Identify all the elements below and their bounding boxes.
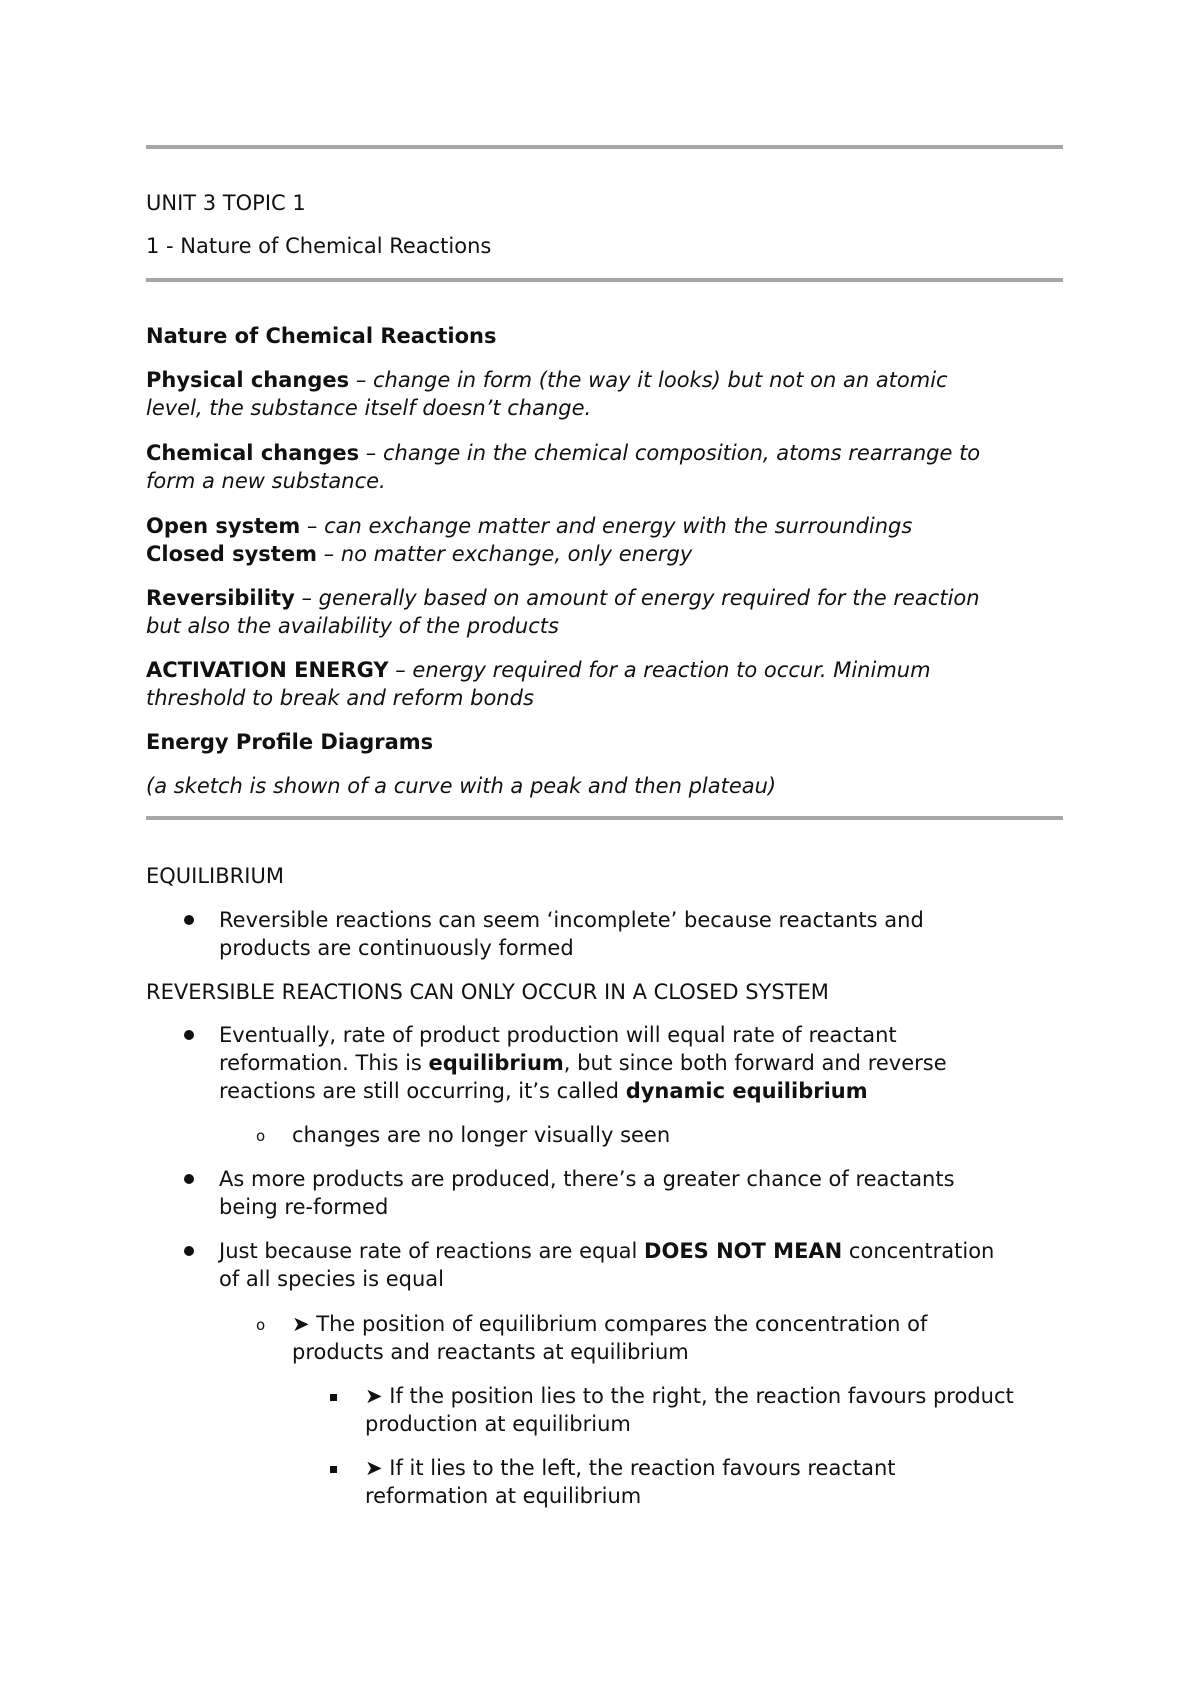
- section-heading: Nature of Chemical Reactions: [146, 324, 497, 348]
- subsection-heading: REVERSIBLE REACTIONS CAN ONLY OCCUR IN A CLOSED SYSTEM: [146, 980, 829, 1004]
- emphasis: equilibrium: [428, 1051, 564, 1075]
- definition-text: – generally based on amount of energy required for the reaction: [294, 586, 980, 610]
- bullet-icon: [184, 1246, 194, 1256]
- term: Physical changes: [146, 368, 350, 392]
- topic-title: 1 - Nature of Chemical Reactions: [146, 234, 492, 258]
- horizontal-rule: [146, 816, 1063, 820]
- unit-label: UNIT 3 TOPIC 1: [146, 191, 306, 215]
- list-item: products are continuously formed: [219, 936, 574, 960]
- term: Reversibility: [146, 586, 295, 610]
- definition-text: level, the substance itself doesn’t change.: [146, 396, 592, 420]
- term: Open system: [146, 514, 301, 538]
- term: ACTIVATION ENERGY: [146, 658, 389, 682]
- definition-open-system: [146, 512, 912, 540]
- term: Closed system: [146, 542, 317, 566]
- definition-text: form a new substance.: [146, 469, 386, 493]
- definition-text: – change in the chemical composition, atoms rearrange to: [359, 441, 981, 465]
- sub-bullet-icon: o: [256, 1316, 266, 1334]
- definition-closed-system: [146, 540, 692, 568]
- list-item: [219, 1077, 868, 1105]
- sub-sub-list-item: ➤ If the position lies to the right, the reaction favours product: [365, 1384, 1014, 1408]
- definition-text: but also the availability of the products: [146, 614, 559, 638]
- sub-sub-list-item: reformation at equilibrium: [365, 1484, 642, 1508]
- definition-text: – no matter exchange, only energy: [316, 542, 693, 566]
- text: reactions are still occurring, it’s called: [219, 1079, 626, 1103]
- sketch-note: (a sketch is shown of a curve with a peak and then plateau): [146, 774, 777, 798]
- definition-text: threshold to break and reform bonds: [146, 686, 534, 710]
- sub-bullet-icon: o: [256, 1127, 266, 1145]
- sub-sub-list-item: ➤ If it lies to the left, the reaction favours reactant: [365, 1456, 896, 1480]
- list-item: of all species is equal: [219, 1267, 444, 1291]
- bullet-icon: [184, 1174, 194, 1184]
- list-item: [219, 1049, 947, 1077]
- bullet-icon: [184, 1030, 194, 1040]
- text: , but since both forward and reverse: [563, 1051, 947, 1075]
- list-item: [219, 1237, 994, 1265]
- sub-list-item: ➤ The position of equilibrium compares the concentration of: [292, 1312, 928, 1336]
- horizontal-rule: [146, 278, 1063, 282]
- definition-reversibility: [146, 584, 980, 612]
- emphasis: DOES NOT MEAN: [644, 1239, 843, 1263]
- sub-sub-list-item: production at equilibrium: [365, 1412, 631, 1436]
- sub-list-item: products and reactants at equilibrium: [292, 1340, 689, 1364]
- square-bullet-icon: [330, 1466, 337, 1473]
- definition-activation-energy: [146, 656, 931, 684]
- section-heading: EQUILIBRIUM: [146, 864, 284, 888]
- term: Chemical changes: [146, 441, 360, 465]
- bullet-icon: [184, 915, 194, 925]
- definition-physical-changes: [146, 366, 948, 394]
- text: concentration: [842, 1239, 995, 1263]
- list-item: As more products are produced, there’s a greater chance of reactants: [219, 1167, 955, 1191]
- list-item: Eventually, rate of product production will equal rate of reactant: [219, 1023, 897, 1047]
- text: Just because rate of reactions are equal: [219, 1239, 645, 1263]
- definition-text: – can exchange matter and energy with the surroundings: [300, 514, 913, 538]
- definition-chemical-changes: [146, 439, 980, 467]
- text: reformation. This is: [219, 1051, 429, 1075]
- emphasis: dynamic equilibrium: [625, 1079, 868, 1103]
- subsection-heading: Energy Profile Diagrams: [146, 730, 434, 754]
- definition-text: – change in form (the way it looks) but not on an atomic: [349, 368, 948, 392]
- definition-text: – energy required for a reaction to occur. Minimum: [388, 658, 931, 682]
- horizontal-rule: [146, 145, 1063, 149]
- sub-list-item: changes are no longer visually seen: [292, 1123, 671, 1147]
- list-item: being re-formed: [219, 1195, 389, 1219]
- list-item: Reversible reactions can seem ‘incomplete’ because reactants and: [219, 908, 924, 932]
- square-bullet-icon: [330, 1394, 337, 1401]
